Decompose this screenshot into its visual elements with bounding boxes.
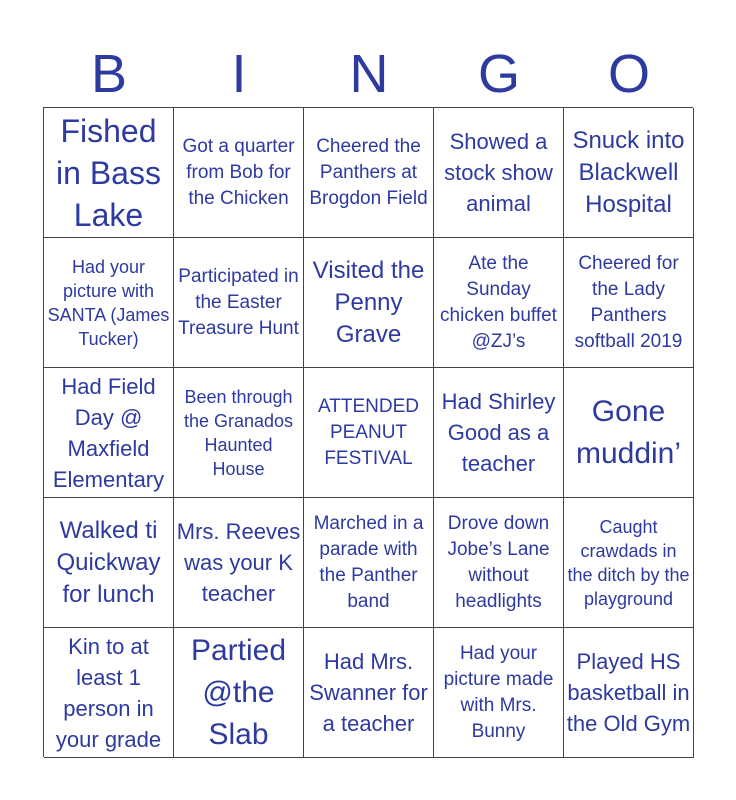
bingo-cell[interactable] (434, 368, 564, 498)
bingo-cell[interactable] (44, 498, 174, 628)
bingo-cell-text: Played HS basketball in the Old Gym (566, 649, 691, 736)
bingo-cell[interactable] (44, 108, 174, 238)
bingo-cell[interactable] (304, 368, 434, 498)
header-letter-i: I (231, 44, 247, 104)
bingo-cell[interactable] (304, 108, 434, 238)
bingo-cell-text: Ate the Sunday chicken buffet @ZJ’s (440, 252, 557, 352)
bingo-cell-text: Had Field Day @ Maxfield Elementary (52, 373, 165, 492)
bingo-cell[interactable] (304, 628, 434, 758)
bingo-cell[interactable] (174, 368, 304, 498)
bingo-cell-text: Marched in a parade with the Panther band (313, 512, 424, 612)
bingo-cell[interactable] (564, 498, 694, 628)
bingo-cell[interactable] (174, 628, 304, 758)
bingo-cell-text: Showed a stock show animal (444, 129, 553, 216)
header-letter-b: B (90, 44, 128, 104)
header-letter-o: O (607, 44, 650, 104)
bingo-cell-text: Mrs. Reeves was your K teacher (176, 519, 301, 606)
bingo-cell-text: Fished in Bass Lake (56, 112, 161, 233)
bingo-cell-text: Visited the Penny Grave (312, 256, 425, 348)
bingo-cell-text: Cheered for the Lady Panthers softball 2019 (574, 252, 683, 352)
bingo-cell[interactable] (174, 238, 304, 368)
bingo-cell[interactable] (304, 238, 434, 368)
bingo-cell[interactable] (44, 368, 174, 498)
bingo-cell-text: Participated in the Easter Treasure Hunt (178, 265, 299, 339)
bingo-cell[interactable] (434, 108, 564, 238)
bingo-cell-text: Had Shirley Good as a teacher (441, 389, 556, 476)
bingo-cell[interactable] (434, 498, 564, 628)
bingo-cell[interactable] (44, 238, 174, 368)
bingo-cell[interactable] (44, 628, 174, 758)
bingo-cell-text: Walked ti Quickway for lunch (56, 516, 161, 608)
bingo-cell[interactable] (174, 498, 304, 628)
bingo-cell-text: Partied @the Slab (190, 633, 287, 751)
bingo-header (44, 44, 694, 104)
bingo-cell-text: Gone muddin’ (575, 394, 682, 470)
bingo-cell-text: Had your picture made with Mrs. Bunny (443, 642, 554, 742)
bingo-cell[interactable] (564, 108, 694, 238)
header-letter-g: G (477, 44, 520, 104)
bingo-cell[interactable] (564, 368, 694, 498)
bingo-cell[interactable] (174, 108, 304, 238)
header-letter-n: N (349, 44, 389, 104)
bingo-cell-text: Kin to at least 1 person in your grade (55, 633, 162, 752)
bingo-cell[interactable] (564, 628, 694, 758)
bingo-cell-text: Cheered the Panthers at Brogdon Field (309, 135, 428, 209)
bingo-cell-text: Been through the Granados Haunted House (183, 386, 294, 479)
bingo-cell-text: Got a quarter from Bob for the Chicken (182, 135, 295, 209)
bingo-cell[interactable] (434, 628, 564, 758)
bingo-cell[interactable] (304, 498, 434, 628)
bingo-cell[interactable] (434, 238, 564, 368)
bingo-cell[interactable] (564, 238, 694, 368)
bingo-cell-text: Drove down Jobe’s Lane without headlights (447, 512, 550, 612)
bingo-card-grid (43, 107, 693, 757)
bingo-cell-text: Caught crawdads in the ditch by the playground (567, 516, 690, 609)
bingo-cell-text: Had your picture with SANTA (James Tucker) (47, 256, 170, 349)
bingo-cell-text: Had Mrs. Swanner for a teacher (309, 649, 428, 736)
bingo-cell-text: ATTENDED PEANUT FESTIVAL (318, 395, 419, 469)
bingo-cell-text: Snuck into Blackwell Hospital (572, 126, 685, 218)
